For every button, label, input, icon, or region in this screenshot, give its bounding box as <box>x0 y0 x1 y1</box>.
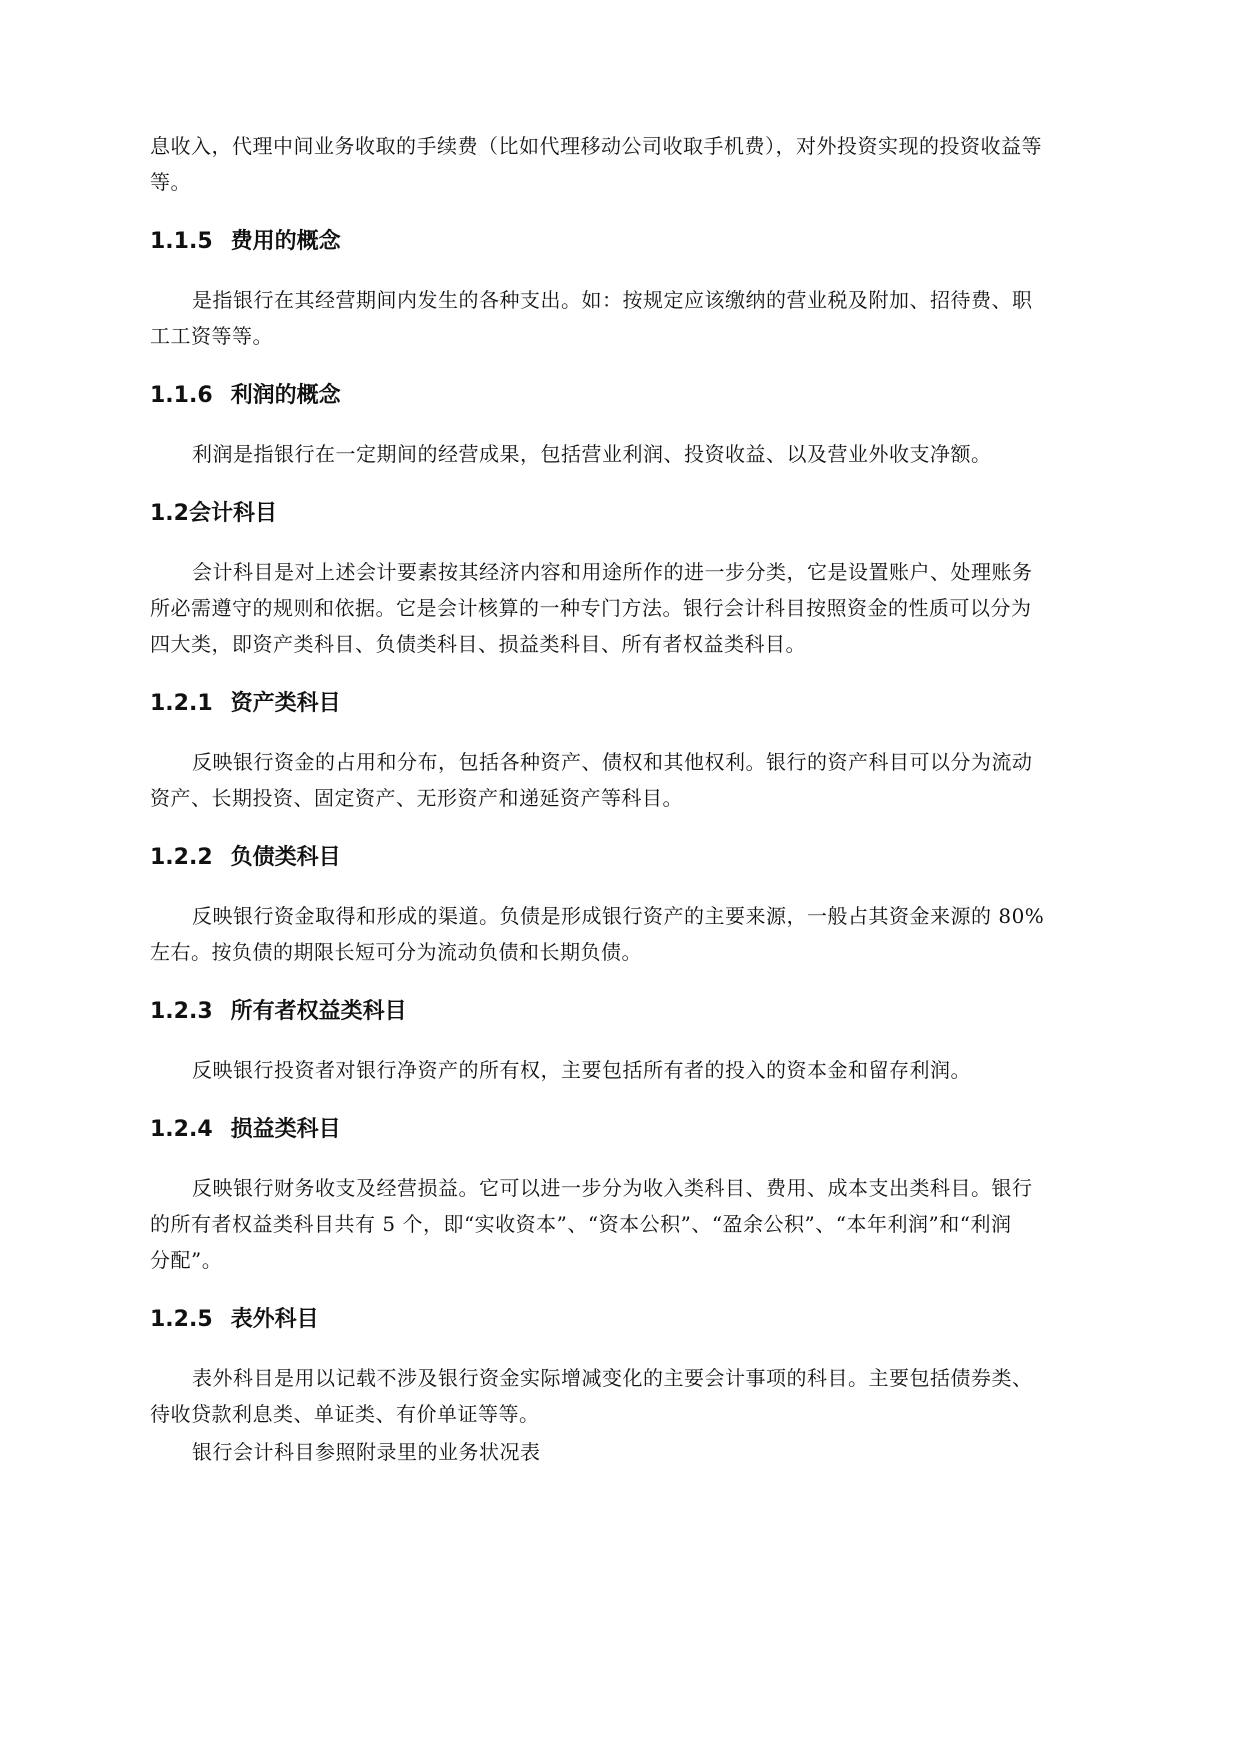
section-title: 负债类科目 <box>230 845 341 870</box>
section-paragraph-1-2 <box>150 554 1092 662</box>
page-content <box>150 128 1092 1470</box>
section-paragraph-1-2-5 <box>150 1360 1092 1432</box>
section-paragraph-1-1-6 <box>150 436 1092 472</box>
paragraph-line: 反映银行投资者对银行净资产的所有权，主要包括所有者的投入的资本金和留存利润。 <box>192 1058 971 1082</box>
section-title: 损益类科目 <box>230 1117 341 1142</box>
paragraph-line: 是指银行在其经营期间内发生的各种支出。如：按规定应该缴纳的营业税及附加、招待费、职 <box>192 288 1033 312</box>
paragraph-line: 工工资等等。 <box>150 324 273 348</box>
paragraph-line: 反映银行资金取得和形成的渠道。负债是形成银行资产的主要来源，一般占其资金来源的 80% <box>192 904 1045 928</box>
paragraph-line: 待收贷款利息类、单证类、有价单证等等。 <box>150 1402 540 1426</box>
section-number: 1.2.3 <box>150 999 213 1024</box>
section-number: 1.2 <box>150 501 189 526</box>
section-title: 所有者权益类科目 <box>230 999 407 1024</box>
section-title: 表外科目 <box>230 1307 319 1332</box>
paragraph-line: 四大类，即资产类科目、负债类科目、损益类科目、所有者权益类科目。 <box>150 632 806 656</box>
section-number: 1.2.2 <box>150 845 213 870</box>
paragraph-line: 表外科目是用以记载不涉及银行资金实际增减变化的主要会计事项的科目。主要包括债券类、 <box>192 1366 1033 1390</box>
section-heading-1-2-1 <box>150 686 1092 722</box>
paragraph-line: 所必需遵守的规则和依据。它是会计核算的一种专门方法。银行会计科目按照资金的性质可以分为 <box>150 596 1032 620</box>
paragraph-line: 反映银行财务收支及经营损益。它可以进一步分为收入类科目、费用、成本支出类科目。银行 <box>192 1176 1033 1200</box>
paragraph-line: 的所有者权益类科目共有 5 个，即“实收资本”、“资本公积”、“盈余公积”、“本年利润”和“利润 <box>150 1212 1012 1236</box>
section-number: 1.1.6 <box>150 383 213 408</box>
section-paragraph-1-2-4 <box>150 1170 1092 1278</box>
paragraph-line: 利润是指银行在一定期间的经营成果，包括营业利润、投资收益、以及营业外收支净额。 <box>192 442 992 466</box>
section-paragraph-1-2-3 <box>150 1052 1092 1088</box>
section-title: 费用的概念 <box>230 229 341 254</box>
section-number: 1.1.5 <box>150 229 213 254</box>
paragraph-line: 等。 <box>150 170 191 194</box>
paragraph-line: 息收入，代理中间业务收取的手续费（比如代理移动公司收取手机费），对外投资实现的投资收益等 <box>150 134 1042 158</box>
appendix-note-paragraph <box>150 1434 1092 1470</box>
section-heading-1-2 <box>150 496 1092 532</box>
section-heading-1-1-5 <box>150 224 1092 260</box>
paragraph-line: 反映银行资金的占用和分布，包括各种资产、债权和其他权利。银行的资产科目可以分为流动 <box>192 750 1033 774</box>
paragraph-line: 分配”。 <box>150 1248 223 1272</box>
section-heading-1-2-2 <box>150 840 1092 876</box>
section-heading-1-2-5 <box>150 1302 1092 1338</box>
section-title: 资产类科目 <box>230 691 341 716</box>
paragraph-line: 资产、长期投资、固定资产、无形资产和递延资产等科目。 <box>150 786 683 810</box>
section-heading-1-1-6 <box>150 378 1092 414</box>
section-title: 会计科目 <box>188 501 277 526</box>
intro-paragraph <box>150 128 1092 200</box>
section-heading-1-2-3 <box>150 994 1092 1030</box>
paragraph-line: 左右。按负债的期限长短可分为流动负债和长期负债。 <box>150 940 642 964</box>
appendix-note: 银行会计科目参照附录里的业务状况表 <box>192 1440 541 1464</box>
section-paragraph-1-2-2 <box>150 898 1092 970</box>
section-paragraph-1-1-5 <box>150 282 1092 354</box>
section-heading-1-2-4 <box>150 1112 1092 1148</box>
section-title: 利润的概念 <box>230 383 341 408</box>
section-number: 1.2.1 <box>150 691 213 716</box>
paragraph-line: 会计科目是对上述会计要素按其经济内容和用途所作的进一步分类，它是设置账户、处理账务 <box>192 560 1033 584</box>
section-number: 1.2.4 <box>150 1117 213 1142</box>
section-paragraph-1-2-1 <box>150 744 1092 816</box>
section-number: 1.2.5 <box>150 1307 213 1332</box>
